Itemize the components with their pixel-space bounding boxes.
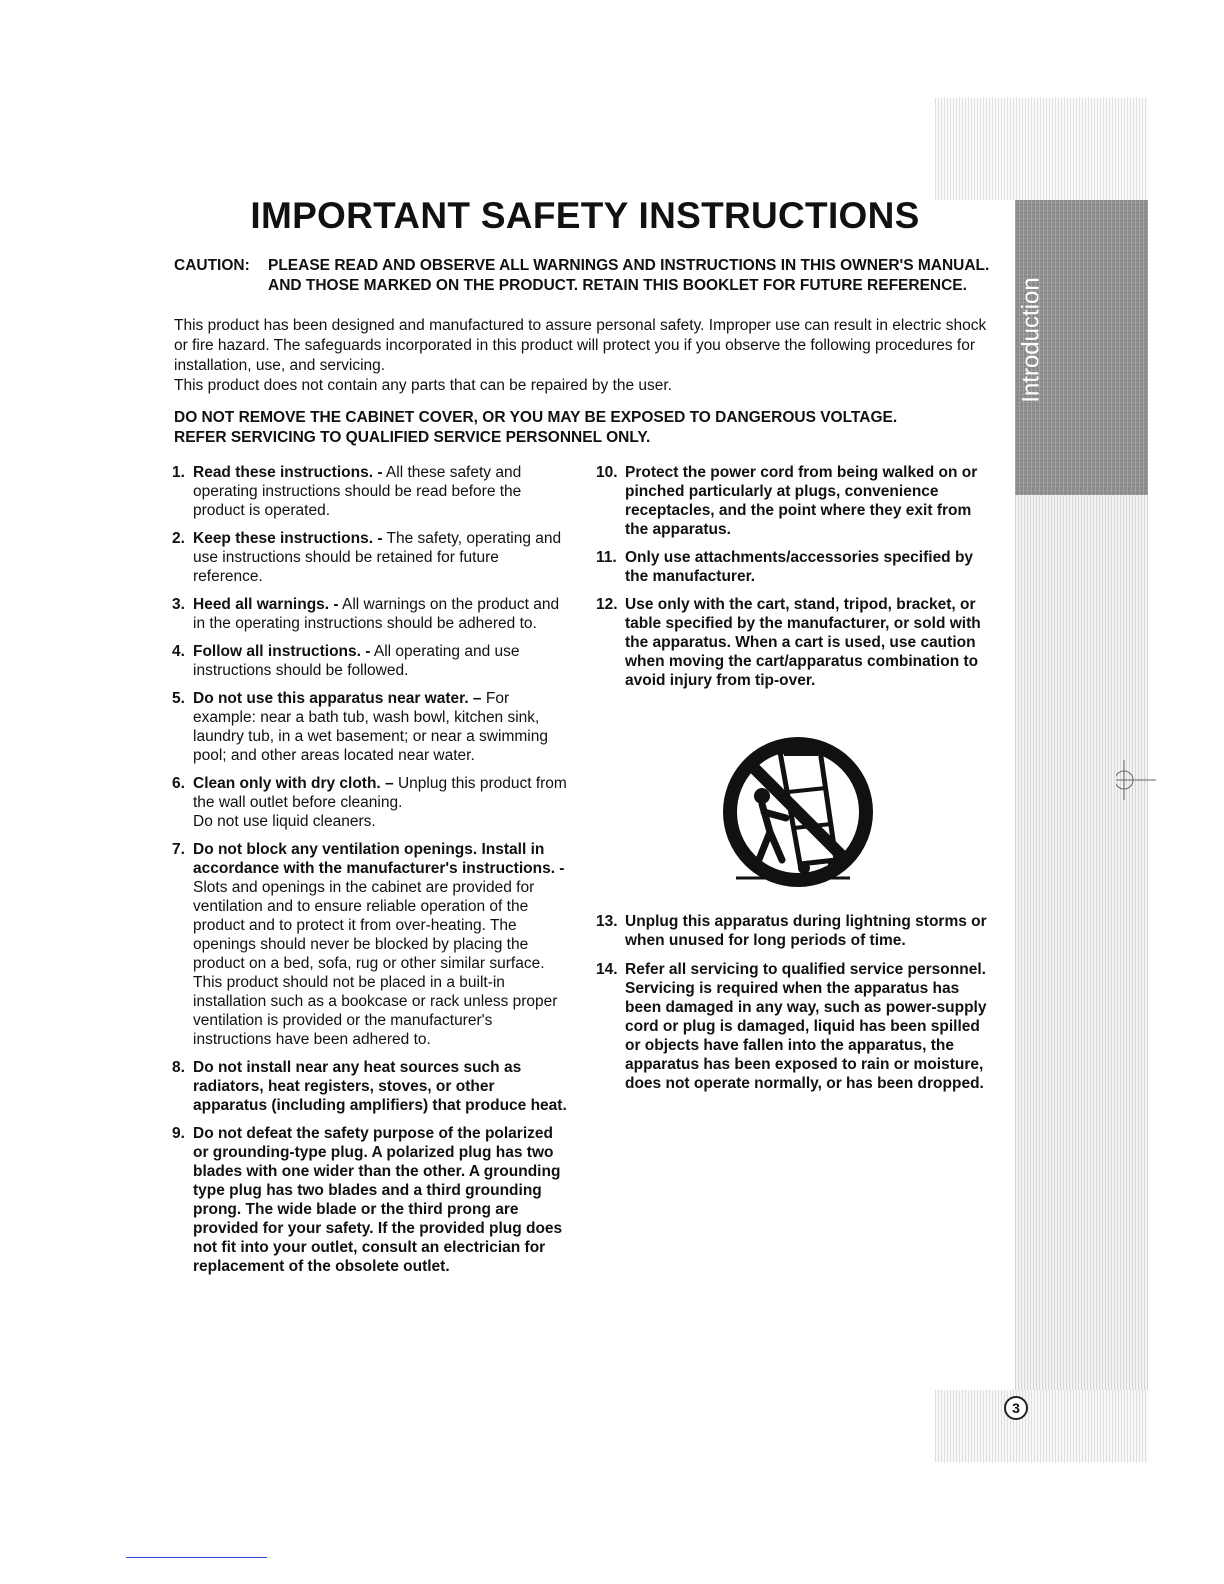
instruction-text: Do not defeat the safety purpose of the polarized or grounding-type plug. A polarized plug has two blades with one wider than the other. A grounding type plug has two blades and a third grounding prong. The wide blade or the third prong are provided for your safety. If the provided plug does not fit into your outlet, consult an electrician for replacement of the obsolete outlet.: [193, 1125, 563, 1275]
instruction-body: For example: near a bath tub, wash bowl, kitchen sink, laundry tub, in a wet basement; or near a swimming pool; and other areas located near water.: [193, 690, 548, 764]
instruction-body: All these safety and operating instructions should be read before the product is operated.: [193, 464, 522, 519]
decorative-band-bottom: [935, 1390, 1148, 1462]
page-number: 3: [1004, 1396, 1028, 1420]
instruction-item: 11. Only use attachments/accessories specified by the manufacturer.: [596, 549, 974, 585]
section-tab: [1012, 255, 1052, 425]
caution-text: PLEASE READ AND OBSERVE ALL WARNINGS AND INSTRUCTIONS IN THIS OWNER'S MANUAL. AND THOSE MARKED ON THE PRODUCT. RETAIN THIS BOOKLET FOR FUTURE REFERENCE.: [268, 257, 990, 294]
instructions-right-column: [596, 463, 996, 699]
instruction-item: 1. Read these instructions. - All these safety and operating instructions should be read before the product is operated.: [172, 464, 522, 519]
footer-rule: [126, 1557, 267, 1558]
instruction-heading: Follow all instructions. -: [193, 643, 371, 660]
instruction-text: Refer all servicing to qualified service personnel. Servicing is required when the apparatus has been damaged in any way, such as power-supply cord or plug is damaged, liquid has been spilled or objects have fallen into the apparatus, the apparatus has been exposed to rain or moisture, does not operate normally, or has been dropped.: [625, 961, 987, 1092]
instruction-body: All operating and use instructions should be followed.: [193, 643, 520, 679]
cart-tip-over-warning-icon: [718, 732, 878, 892]
instructions-left-column: [172, 463, 572, 1285]
caution-block: [174, 256, 994, 296]
section-tab-label: Introduction: [1018, 277, 1046, 403]
instruction-text: Only use attachments/accessories specified by the manufacturer.: [625, 549, 974, 585]
caution-label: CAUTION:: [174, 257, 250, 274]
instruction-text: Unplug this apparatus during lightning storms or when unused for long periods of time.: [625, 913, 987, 949]
instructions-right-column-lower: [596, 912, 996, 1102]
instruction-heading: Do not block any ventilation openings. Install in accordance with the manufacturer's instructions. -: [193, 841, 565, 877]
instruction-item: 2. Keep these instructions. - The safety, operating and use instructions should be retained for future reference.: [172, 530, 562, 585]
instruction-heading: Do not use this apparatus near water. –: [193, 690, 482, 707]
intro-paragraph: This product does not contain any parts that can be repaired by the user.: [174, 377, 673, 394]
voltage-warning: [174, 408, 994, 448]
registration-mark-icon: [1116, 760, 1156, 800]
warning-line: REFER SERVICING TO QUALIFIED SERVICE PERSONNEL ONLY.: [174, 429, 651, 446]
page-title: IMPORTANT SAFETY INSTRUCTIONS: [250, 195, 920, 236]
instruction-body: All warnings on the product and in the operating instructions should be adhered to.: [193, 596, 560, 632]
instruction-item: 7. Do not block any ventilation openings. Install in accordance with the manufacturer's instructions. - Slots and openings in the cabinet are provided for ventilation and to ensure reliable operation of the product and to protect it from over-heating. The openings should never be blocked by placing the product on a bed, sofa, rug or other similar surface. This product should not be placed in a built-in installation such as a bookcase or rack unless proper ventilation is provided or the manufacturer's instructions have been adhered to.: [172, 841, 565, 1048]
instruction-item: 12. Use only with the cart, stand, tripod, bracket, or table specified by the manufacturer, or sold with the apparatus. When a cart is used, use caution when moving the cart/apparatus combination to avoid injury from tip-over.: [596, 596, 981, 689]
instruction-item: 8. Do not install near any heat sources such as radiators, heat registers, stoves, or other apparatus (including amplifiers) that produce heat.: [172, 1059, 567, 1114]
instruction-item: 13. Unplug this apparatus during lightning storms or when unused for long periods of time.: [596, 913, 987, 949]
intro-paragraph: This product has been designed and manufactured to assure personal safety. Improper use can result in electric shock or fire hazard. The safeguards incorporated in this product will protect you if you observe the following procedures for installation, use, and servicing.: [174, 317, 987, 374]
decorative-band-top: [935, 98, 1148, 200]
instruction-item: 5. Do not use this apparatus near water. – For example: near a bath tub, wash bowl, kitchen sink, laundry tub, in a wet basement; or near a swimming pool; and other areas located near water.: [172, 690, 548, 764]
instruction-heading: Heed all warnings. -: [193, 596, 339, 613]
intro-text: [174, 316, 994, 396]
warning-line: DO NOT REMOVE THE CABINET COVER, OR YOU MAY BE EXPOSED TO DANGEROUS VOLTAGE.: [174, 409, 898, 426]
instruction-heading: Clean only with dry cloth. –: [193, 775, 394, 792]
instruction-text: Do not install near any heat sources such as radiators, heat registers, stoves, or other apparatus (including amplifiers) that produce heat.: [193, 1059, 567, 1114]
instruction-body: Do not use liquid cleaners.: [193, 813, 376, 830]
instruction-body: Unplug this product from the wall outlet before cleaning.: [193, 775, 567, 811]
decorative-band-side: [1015, 495, 1148, 1390]
instruction-item: 9. Do not defeat the safety purpose of the polarized or grounding-type plug. A polarized plug has two blades with one wider than the other. A grounding type plug has two blades and a third grounding prong. The wide blade or the third prong are provided for your safety. If the provided plug does not fit into your outlet, consult an electrician for replacement of the obsolete outlet.: [172, 1125, 563, 1275]
instruction-item: 14. Refer all servicing to qualified service personnel. Servicing is required when the apparatus has been damaged in any way, such as power-supply cord or plug is damaged, liquid has been spilled or objects have fallen into the apparatus, the apparatus has been exposed to rain or moisture, does not operate normally, or has been dropped.: [596, 961, 987, 1092]
instruction-body: Slots and openings in the cabinet are provided for ventilation and to ensure reliable operation of the product and to protect it from over-heating. The openings should never be blocked by placing the product on a bed, sofa, rug or other similar surface. This product should not be placed in a built-in installation such as a bookcase or rack unless proper ventilation is provided or the manufacturer's instructions have been adhered to.: [193, 879, 558, 1048]
instruction-heading: Read these instructions. -: [193, 464, 383, 481]
instruction-text: Protect the power cord from being walked on or pinched particularly at plugs, convenience receptacles, and the point where they exit from the apparatus.: [625, 464, 978, 538]
instruction-text: Use only with the cart, stand, tripod, bracket, or table specified by the manufacturer, or sold with the apparatus. When a cart is used, use caution when moving the cart/apparatus combination to avoid injury from tip-over.: [625, 596, 981, 689]
instruction-item: 10. Protect the power cord from being walked on or pinched particularly at plugs, convenience receptacles, and the point where they exit from the apparatus.: [596, 464, 978, 538]
instruction-item: 4. Follow all instructions. - All operating and use instructions should be followed.: [172, 643, 520, 679]
instruction-body: The safety, operating and use instructions should be retained for future reference.: [193, 530, 562, 585]
instruction-heading: Keep these instructions. -: [193, 530, 383, 547]
instruction-item: 3. Heed all warnings. - All warnings on the product and in the operating instructions should be adhered to.: [172, 596, 560, 632]
instruction-item: 6. Clean only with dry cloth. – Unplug this product from the wall outlet before cleaning. Do not use liquid cleaners.: [172, 775, 567, 830]
